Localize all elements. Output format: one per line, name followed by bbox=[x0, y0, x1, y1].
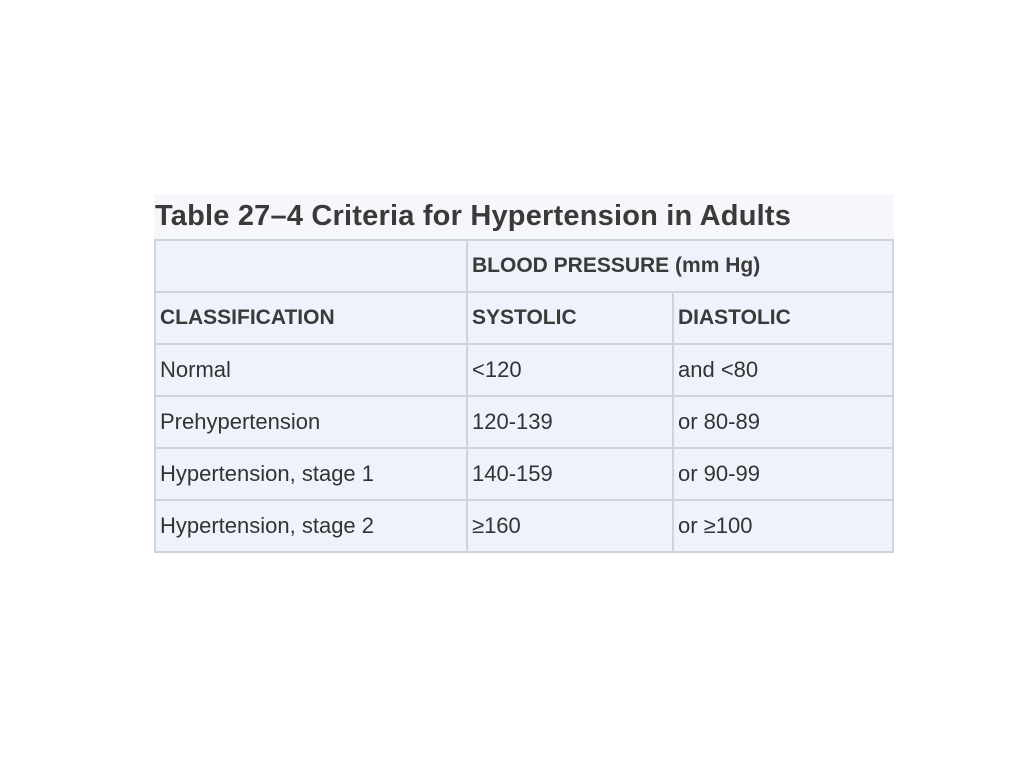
diastolic-header: DIASTOLIC bbox=[673, 292, 893, 344]
diastolic-cell: or 90-99 bbox=[673, 448, 893, 500]
classification-cell: Normal bbox=[155, 344, 467, 396]
diastolic-cell: or 80-89 bbox=[673, 396, 893, 448]
table-title: Table 27–4 Criteria for Hypertension in Adults bbox=[154, 194, 894, 239]
systolic-cell: ≥160 bbox=[467, 500, 673, 552]
systolic-cell: <120 bbox=[467, 344, 673, 396]
classification-header: CLASSIFICATION bbox=[155, 292, 467, 344]
blood-pressure-group-header: BLOOD PRESSURE (mm Hg) bbox=[467, 240, 893, 292]
table-row bbox=[155, 396, 893, 448]
table-row bbox=[155, 500, 893, 552]
hypertension-criteria-table bbox=[154, 239, 894, 553]
hypertension-criteria-figure bbox=[154, 194, 894, 553]
systolic-header: SYSTOLIC bbox=[467, 292, 673, 344]
column-header-row bbox=[155, 292, 893, 344]
classification-cell: Hypertension, stage 2 bbox=[155, 500, 467, 552]
table-row bbox=[155, 344, 893, 396]
diastolic-cell: and <80 bbox=[673, 344, 893, 396]
classification-cell: Prehypertension bbox=[155, 396, 467, 448]
diastolic-cell: or ≥100 bbox=[673, 500, 893, 552]
group-header-row bbox=[155, 240, 893, 292]
systolic-cell: 140-159 bbox=[467, 448, 673, 500]
table-row bbox=[155, 448, 893, 500]
classification-cell: Hypertension, stage 1 bbox=[155, 448, 467, 500]
empty-header-cell bbox=[155, 240, 467, 292]
systolic-cell: 120-139 bbox=[467, 396, 673, 448]
